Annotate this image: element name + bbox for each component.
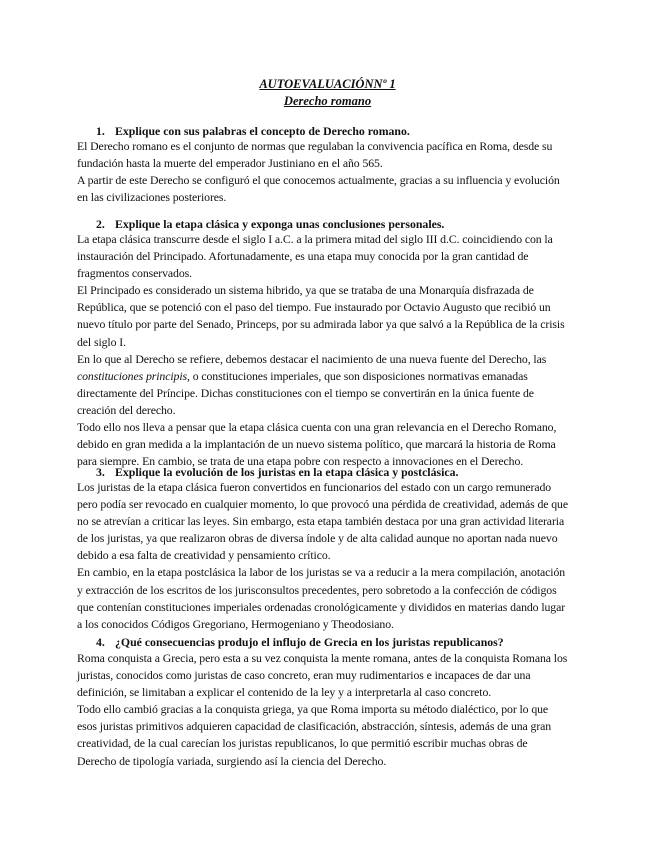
answer-paragraph	[77, 351, 587, 419]
text-line: La etapa clásica transcurre desde el siglo I a.C. a la primera mitad del siglo III d.C. coincidiendo con la	[77, 232, 553, 246]
question-text: Explique la etapa clásica y exponga unas conclusiones personales.	[115, 217, 445, 231]
text-line: directamente del Príncipe. Dichas constituciones con el tiempo se convertirán en la única fuente de	[77, 385, 534, 400]
text-line emphasis-line: constituciones principis, o constituciones imperiales, que son disposiciones normativas emanadas	[77, 368, 528, 383]
answer-paragraph	[77, 564, 587, 632]
text-line: definición, se limitaban a explicar el contenido de la ley y a interpretarla al caso concreto.	[77, 685, 492, 700]
text-line: instauración del Principado. Afortunadamente, es una etapa muy conocida por la gran cantidad de	[77, 249, 529, 264]
answer-paragraph	[77, 479, 587, 564]
text-line: pero podía ser revocado en cualquier momento, lo que provocó una pérdida de creatividad, además de que	[77, 497, 568, 512]
answer-paragraph	[77, 231, 587, 282]
text-line: A partir de este Derecho se configuró el que conocemos actualmente, gracias a su influencia y evolución	[77, 173, 560, 188]
answer-paragraph	[77, 138, 587, 172]
text-line: Todo ello cambió gracias a la conquista griega, ya que Roma importa su método dialéctico, por lo que	[77, 702, 549, 717]
text-line: en las civilizaciones posteriores.	[77, 190, 227, 205]
text-line: que contenían constituciones imperiales ordenadas cronológicamente y divididos en materias dando lugar	[77, 599, 566, 614]
question-heading	[96, 465, 616, 480]
answer-paragraph	[77, 282, 587, 350]
text-line: juristas, conocidos como juristas de caso concreto, eran muy rudimentarios e incapaces de dar una	[77, 668, 531, 683]
text-line: Los juristas de la etapa clásica fueron convertidos en funcionarios del estado con un cargo remunerado	[77, 480, 552, 494]
text-line: Derecho de tipología variada, surgiendo así la ciencia del Derecho.	[77, 753, 387, 768]
page-title: AUTOEVALUACIÓNNº 1	[259, 77, 396, 91]
answer-block	[77, 650, 587, 770]
text-line: y extracción de los escritos de los jurisconsultos precedentes, pero sobretodo a la confección de códigos	[77, 582, 557, 597]
text-line: fundación hasta la muerte del emperador Justiniano en el año 565.	[77, 156, 383, 171]
question-heading	[96, 217, 616, 232]
answer-block	[77, 479, 587, 633]
text-line: creación del derecho.	[77, 402, 176, 417]
text-line: de los juristas, ya que realizaron obras de diversa índole y de alta calidad aunque no aportan nada nuevo	[77, 531, 558, 546]
text-line: a los conocidos Códigos Gregoriano, Hermogeniano y Theodosiano.	[77, 616, 394, 631]
emphasis-term: constituciones principis	[77, 368, 187, 383]
text-line: nuevo título por parte del Senado, Princeps, por su admirada labor ya que salvó a la República de la crisis	[77, 317, 565, 332]
page-subtitle: Derecho romano	[283, 94, 372, 108]
answer-paragraph	[77, 701, 587, 769]
answer-paragraph	[77, 650, 587, 701]
answer-paragraph	[77, 419, 587, 470]
text-line: debido en gran medida a la implantación de un nuevo sistema político, que marcará la historia de Roma	[77, 437, 556, 452]
text-line: debido a esa falta de creatividad y pensamiento crítico.	[77, 548, 331, 563]
question-heading	[96, 124, 616, 139]
answer-block	[77, 231, 587, 470]
text-line: En cambio, en la etapa postclásica la labor de los juristas se va a reducir a la mera compilación, anotación	[77, 565, 566, 580]
question-number: 3.	[96, 465, 105, 479]
text-line: Roma conquista a Grecia, pero esta a su vez conquista la mente romana, antes de la conquista Romana los	[77, 651, 568, 665]
text-line: El Derecho romano es el conjunto de normas que regulaban la convivencia pacífica en Roma, desde su	[77, 139, 553, 153]
question-number: 1.	[96, 124, 105, 138]
text-line: creatividad, de la cual carecían los juristas republicanos, lo que permitió escribir muchas obras de	[77, 736, 528, 751]
text-line: República, que se potenció con el paso del tiempo. Fue instaurado por Octavio Augusto que recibió un	[77, 300, 551, 315]
text-line: no se atrevían a criticar las leyes. Sin embargo, esta etapa también destaca por una gran actividad literaria	[77, 514, 565, 529]
question-number: 4.	[96, 635, 105, 649]
question-heading	[96, 635, 616, 650]
question-number: 2.	[96, 217, 105, 231]
question-text: Explique con sus palabras el concepto de Derecho romano.	[115, 124, 410, 138]
text-line: para siempre. En cambio, se trata de una etapa pobre con respecto a innovaciones en el Derecho.	[77, 454, 524, 469]
question-text: Explique la evolución de los juristas en la etapa clásica y postclásica.	[115, 465, 459, 479]
text-line: El Principado es considerado un sistema hibrido, ya que se trataba de una Monarquía disfrazada de	[77, 283, 534, 298]
question-text: ¿Qué consecuencias produjo el influjo de Grecia en los juristas republicanos?	[115, 635, 504, 649]
text-line: En lo que al Derecho se refiere, debemos destacar el nacimiento de una nueva fuente del Derecho, las	[77, 351, 547, 366]
text-line: fragmentos conservados.	[77, 266, 192, 281]
text-line: esos juristas primitivos adquieren capacidad de clasificación, abstracción, síntesis, además de una gran	[77, 719, 552, 734]
text-line: del siglo I.	[77, 334, 126, 349]
answer-paragraph	[77, 172, 587, 206]
answer-block	[77, 138, 587, 206]
text-line: Todo ello nos lleva a pensar que la etapa clásica cuenta con una gran relevancia en el Derecho Romano,	[77, 420, 557, 435]
